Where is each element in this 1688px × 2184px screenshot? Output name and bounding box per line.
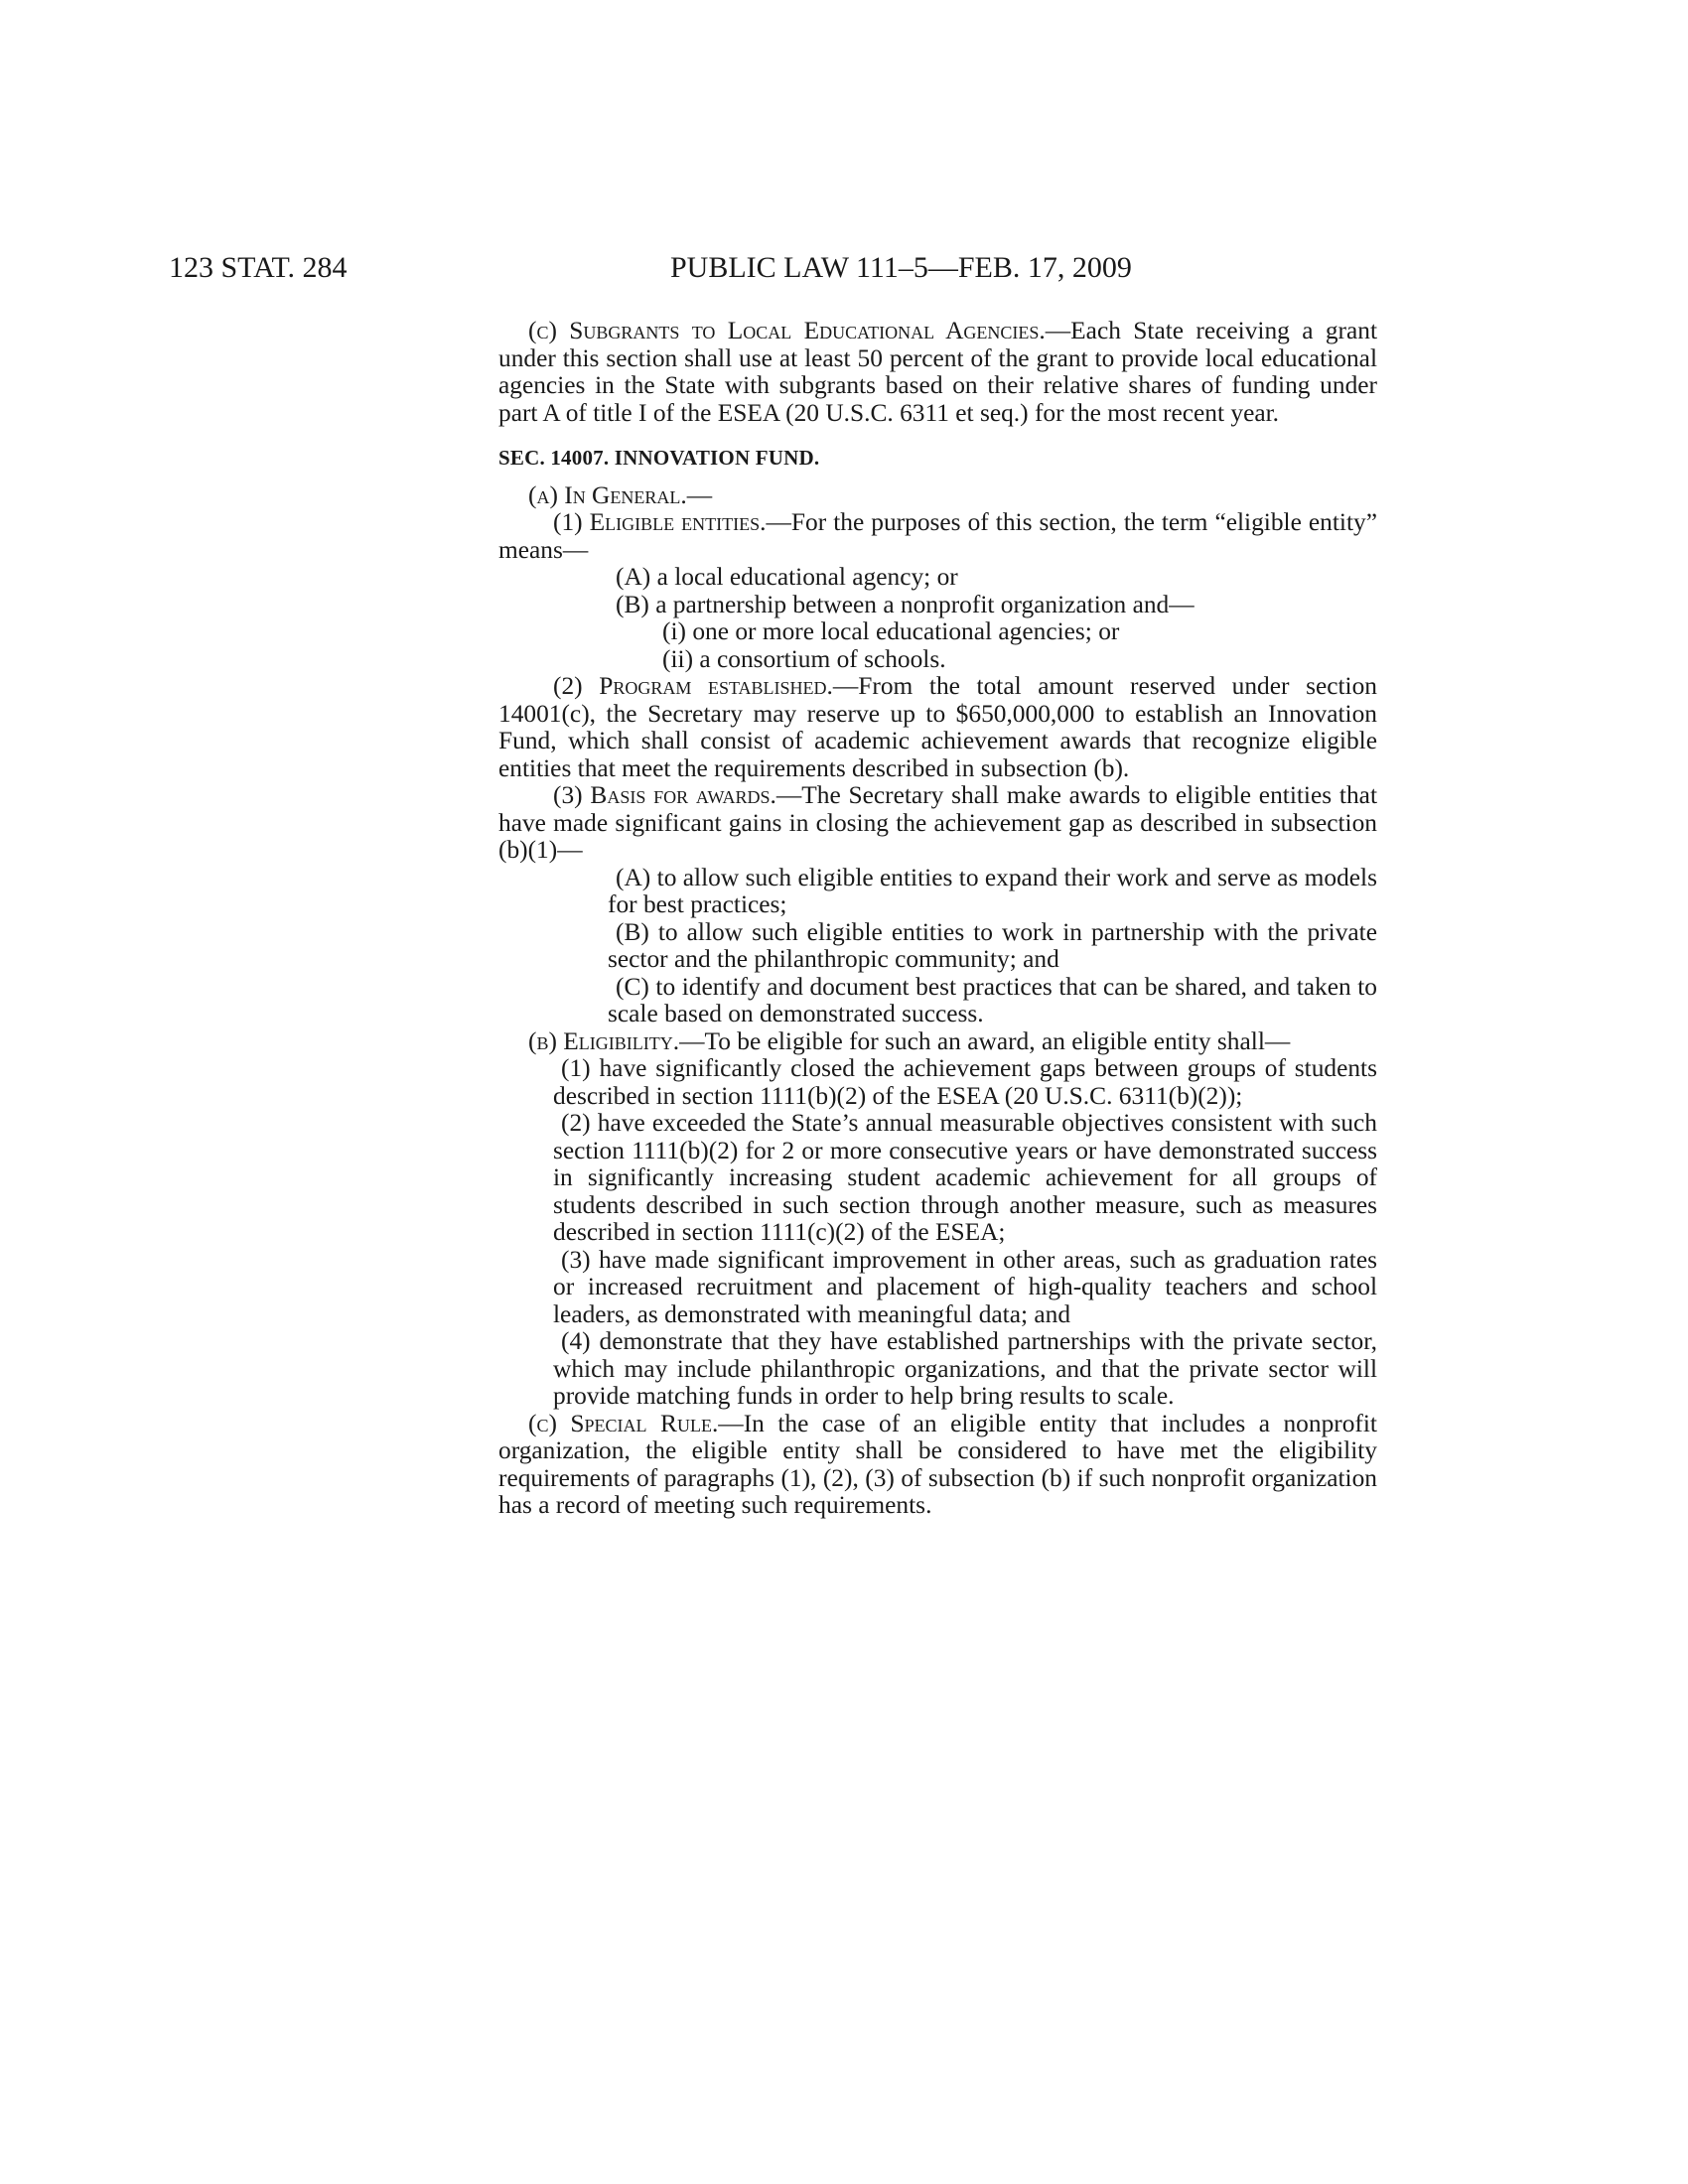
subparagraph-a1B: (B) a partnership between a nonprofit organization and— <box>616 590 1195 618</box>
section-title: SEC. 14007. INNOVATION FUND. <box>498 446 820 470</box>
paragraph-b1: (1) have significantly closed the achievement gaps between groups of students described in section 1111(b)(2) of the ESEA (20 U.S.C. 6311(b)(2)); <box>553 1054 1377 1110</box>
paragraph-text: —The Secretary shall make awards to eligible entities that have made significant gains in closing the achievement gap as described in subsection (b)(1)— <box>498 781 1377 864</box>
paragraph-heading: (2) Program established. <box>553 672 833 700</box>
paragraph-text: —From the total amount reserved under section 14001(c), the Secretary may reserve up to $650,000,000 to establish an Innovation Fund, which shall consist of academic achievement awards that recognize eligible entities that meet the requirements described in subsection (b). <box>498 672 1377 782</box>
paragraph-heading: (3) Basis for awards. <box>553 781 776 809</box>
clause-a1Bi: (i) one or more local educational agencies; or <box>662 617 1120 645</box>
subsection-text: —In the case of an eligible entity that includes a nonprofit organization, the eligible entity shall be considered to have met the eligibility requirements of paragraphs (1), (2), (3) of subsection (b) if such nonprofit organization has a record of meeting such requirements. <box>498 1409 1377 1519</box>
subparagraph-a3B: (B) to allow such eligible entities to work in partnership with the private sector and the philanthropic community; and <box>608 917 1377 973</box>
subparagraph-a1A: (A) a local educational agency; or <box>616 563 958 591</box>
paragraph-text: —For the purposes of this section, the term “eligible entity” means— <box>498 508 1377 564</box>
subsection-heading: (c) Special Rule. <box>528 1409 719 1437</box>
paragraph-b4: (4) demonstrate that they have established partnerships with the private sector, which may include philanthropic organizations, and that the private sector will provide matching funds in order to help bring results to scale. <box>553 1327 1377 1410</box>
paragraph-b3: (3) have made significant improvement in other areas, such as graduation rates or increased recruitment and placement of high-quality teachers and school leaders, as demonstrated with meaningful data; and <box>553 1245 1377 1328</box>
paragraph-a3 <box>498 782 1377 865</box>
paragraph-a2 <box>498 673 1377 782</box>
subsection-heading: (a) In General.— <box>528 480 713 509</box>
subparagraph-a3A: (A) to allow such eligible entities to expand their work and serve as models for best practices; <box>608 863 1377 918</box>
paragraph-b2: (2) have exceeded the State’s annual measurable objectives consistent with such section 1111(b)(2) for 2 or more consecutive years or have demonstrated success in significantly increasing student academic achievement for all groups of students described in such section through another measure, such as measures described in section 1111(c)(2) of the ESEA; <box>553 1109 1377 1246</box>
subsection-a-heading <box>498 482 1377 510</box>
paragraph-heading: (1) Eligible entities. <box>553 508 767 536</box>
document-body <box>498 318 1377 1520</box>
subsection-text: —Each State receiving a grant under this section shall use at least 50 percent of the grant to provide local educational agencies in the State with subgrants based on their relative shares of funding under part A of title I of the ESEA (20 U.S.C. 6311 et seq.) for the most recent year. <box>498 317 1377 427</box>
subsection-heading: (b) Eligibility. <box>528 1026 680 1055</box>
subparagraph-a3C: (C) to identify and document best practices that can be shared, and taken to scale based on demonstrated success. <box>608 972 1377 1027</box>
subsection-c-subgrants <box>498 318 1377 427</box>
paragraph-a1 <box>498 509 1377 564</box>
clause-a1Bii: (ii) a consortium of schools. <box>662 644 946 673</box>
subsection-b <box>498 1028 1377 1056</box>
subsection-c-special-rule <box>498 1411 1377 1520</box>
statute-page-number: 123 STAT. 284 <box>169 251 348 284</box>
subsection-text: —To be eligible for such an award, an eligible entity shall— <box>679 1026 1291 1055</box>
subsection-heading: (c) Subgrants to Local Educational Agencies. <box>528 317 1046 344</box>
public-law-title: PUBLIC LAW 111–5—FEB. 17, 2009 <box>670 251 1132 284</box>
page-header <box>169 248 1378 288</box>
